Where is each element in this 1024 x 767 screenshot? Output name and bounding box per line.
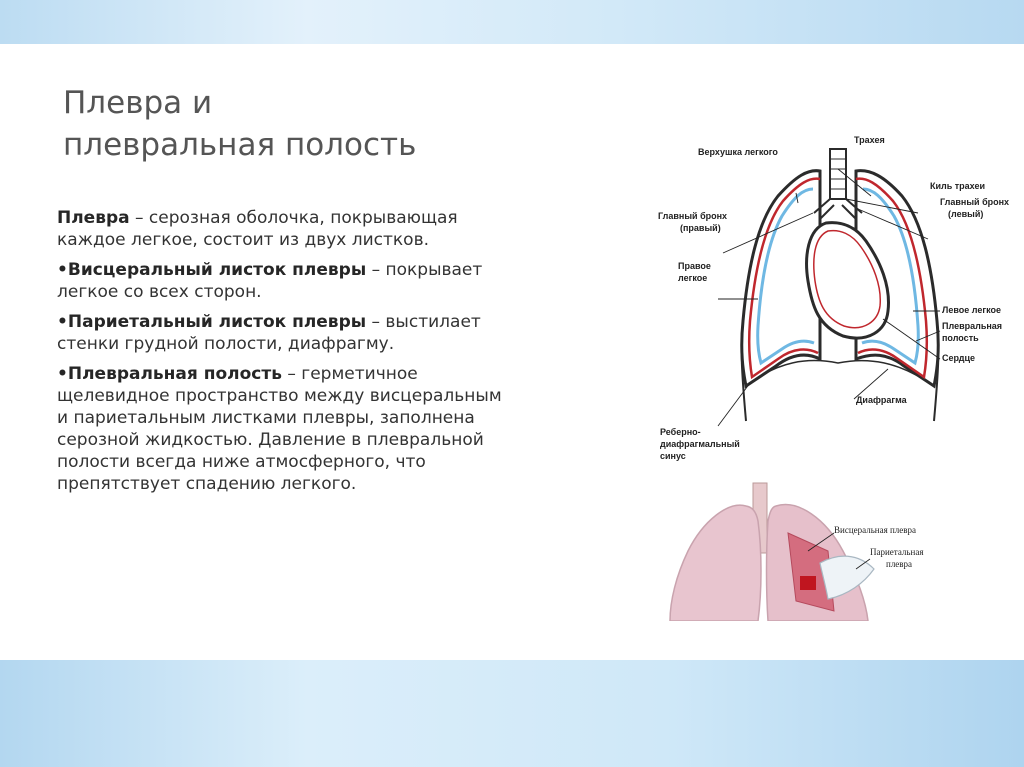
label-diaphragm: Диафрагма xyxy=(856,395,907,405)
label-parietal-pleura-2: плевра xyxy=(886,559,913,569)
label-right-lung-2: легкое xyxy=(678,273,708,283)
paragraph-text: и париетальным листками плевры, заполнена xyxy=(57,408,475,428)
label-sinus-2: диафрагмальный xyxy=(660,439,740,449)
paragraph-text: препятствует спадению легкого. xyxy=(57,474,357,494)
paragraph-text: каждое легкое, состоит из двух листков. xyxy=(57,230,430,250)
label-left-lung: Левое легкое xyxy=(942,305,1001,315)
paragraph-parietal xyxy=(57,311,657,355)
body-text xyxy=(57,207,657,503)
term-cavity: •Плевральная полость xyxy=(57,364,282,384)
cavity-red xyxy=(800,576,816,590)
label-apex: Верхушка легкого xyxy=(698,147,778,157)
label-main-bronchus-left: Главный бронх xyxy=(940,197,1010,207)
slide xyxy=(0,44,1024,660)
paragraph-text: легкое со всех сторон. xyxy=(57,282,262,302)
paragraph-text: щелевидное пространство между висцеральным xyxy=(57,386,502,406)
paragraph-text: – покрывает xyxy=(366,260,483,280)
label-carina: Киль трахеи xyxy=(930,181,986,191)
paragraph-text: – выстилает xyxy=(366,312,481,332)
label-sinus-3: синус xyxy=(660,451,686,461)
paragraph-text: полости всегда ниже атмосферного, что xyxy=(57,452,426,472)
paragraph-text: – серозная оболочка, покрывающая xyxy=(129,208,458,228)
label-right-lung: Правое xyxy=(678,261,711,271)
paragraph-text: серозной жидкостью. Давление в плевральной xyxy=(57,430,484,450)
label-main-bronchus-right: Главный бронх xyxy=(658,211,728,221)
bottom-decor-band xyxy=(0,660,1024,767)
label-visceral-pleura: Висцеральная плевра xyxy=(834,525,917,535)
paragraph-visceral xyxy=(57,259,657,303)
term-visceral: •Висцеральный листок плевры xyxy=(57,260,367,280)
title-line-2: плевральная полость xyxy=(63,127,417,163)
title-line-1: Плевра и xyxy=(63,85,213,121)
paragraph-pleura xyxy=(57,207,657,251)
term-parietal: •Париетальный листок плевры xyxy=(57,312,367,332)
bronchus-right xyxy=(814,199,834,219)
label-main-bronchus-right-side: (правый) xyxy=(680,223,721,233)
anatomy-figure xyxy=(658,121,1024,621)
label-pleural-cavity-2: полость xyxy=(942,333,979,343)
paragraph-text: – герметичное xyxy=(281,364,418,384)
pleura-diagram xyxy=(658,121,1024,621)
slide-title xyxy=(63,82,533,166)
label-heart: Сердце xyxy=(942,353,976,363)
paragraph-cavity xyxy=(57,363,657,495)
label-main-bronchus-left-side: (левый) xyxy=(948,209,984,219)
label-sinus-1: Реберно- xyxy=(660,427,701,437)
label-parietal-pleura: Париетальная xyxy=(870,547,924,557)
top-decor-band xyxy=(0,0,1024,48)
right-lung xyxy=(670,505,761,621)
thorax-schematic xyxy=(658,135,1009,461)
parietal-flap xyxy=(820,556,874,599)
paragraph-text: стенки грудной полости, диафрагму. xyxy=(57,334,395,354)
lungs-illustration xyxy=(670,483,923,621)
term-pleura: Плевра xyxy=(57,208,130,228)
label-trachea: Трахея xyxy=(854,135,885,145)
label-pleural-cavity: Плевральная xyxy=(942,321,1003,331)
